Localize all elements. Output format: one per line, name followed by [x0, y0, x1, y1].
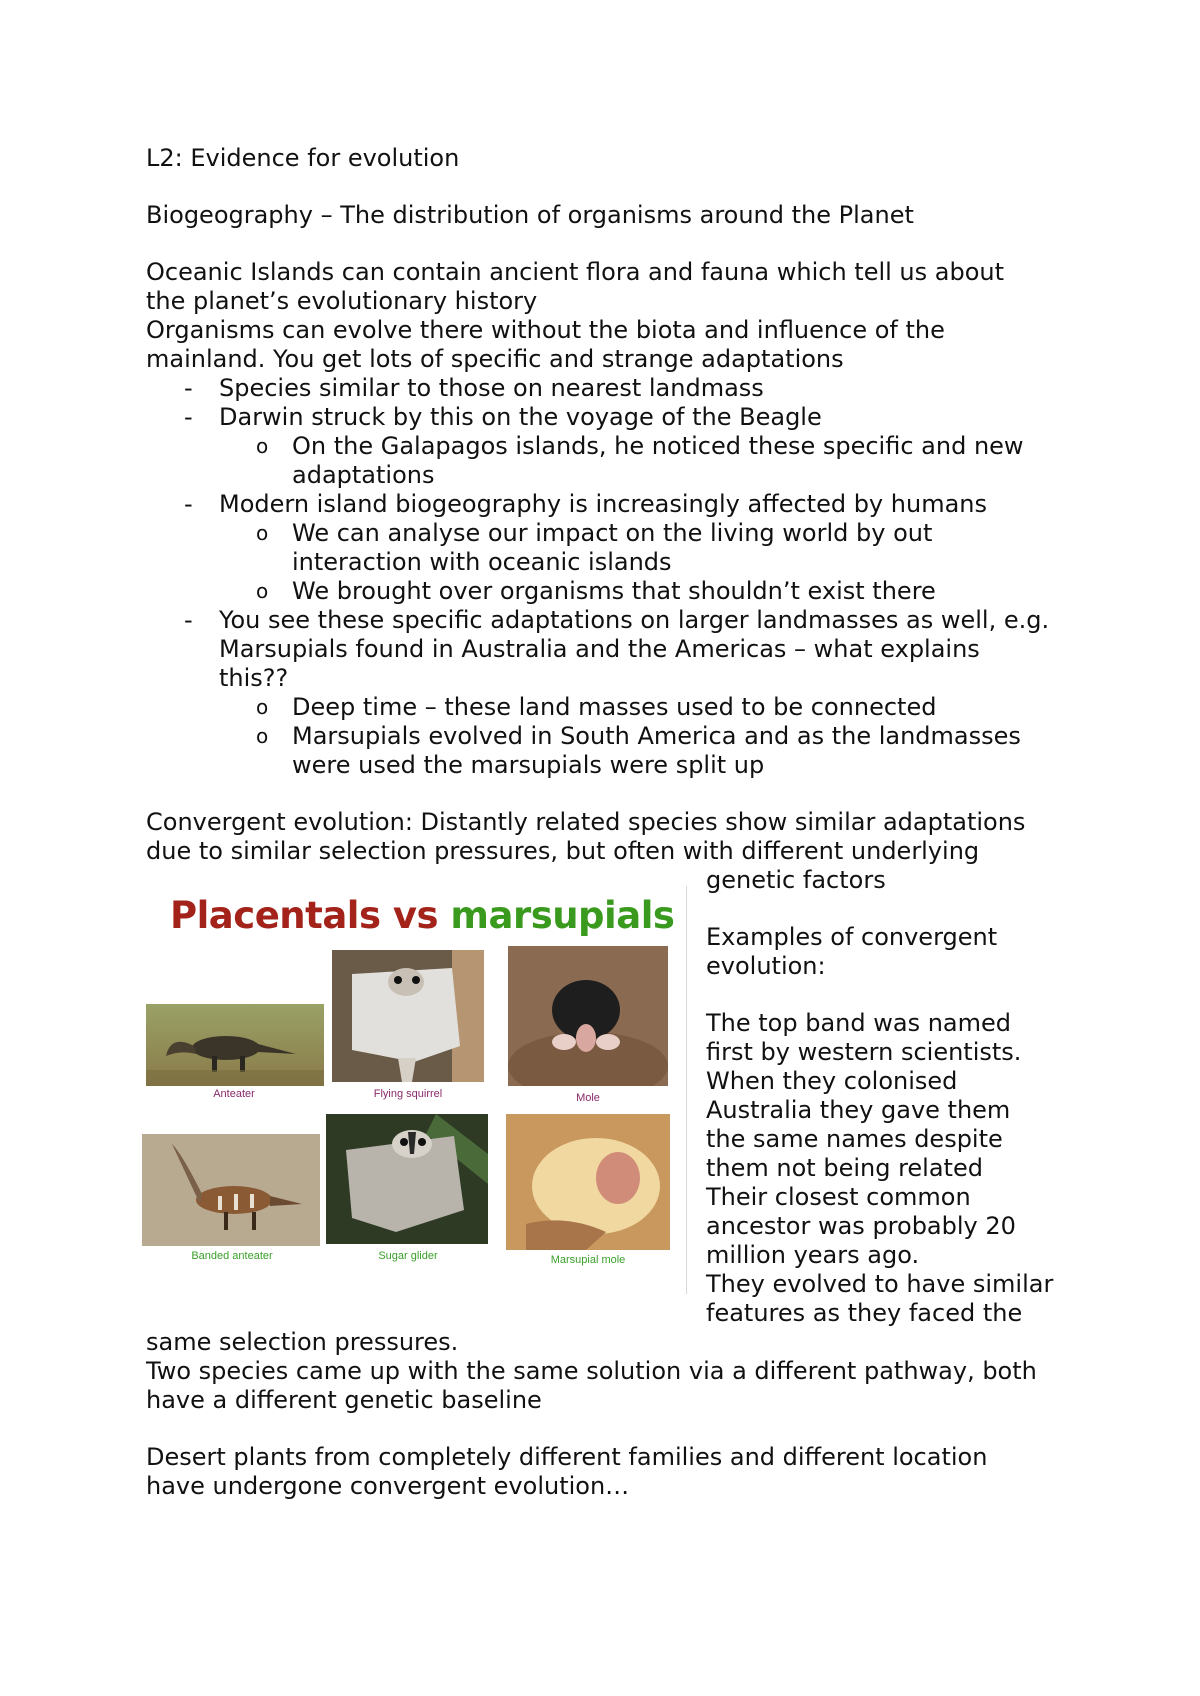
caption-sugar-glider: Sugar glider: [378, 1250, 438, 1262]
circle-marker: o: [256, 434, 269, 458]
flying-squirrel-photo: [332, 950, 484, 1082]
convergent-line: genetic factors: [706, 866, 886, 894]
circle-marker: o: [256, 724, 269, 748]
side-text-line: ancestor was probably 20: [706, 1212, 1016, 1240]
side-text-line: million years ago.: [706, 1241, 920, 1269]
side-text-line: When they colonised: [706, 1067, 958, 1095]
document-title: L2: Evidence for evolution: [146, 144, 460, 172]
mole-photo: [508, 946, 668, 1086]
after-figure-line: have a different genetic baseline: [146, 1386, 542, 1414]
caption-mole: Mole: [576, 1092, 600, 1104]
side-text-line: evolution:: [706, 952, 826, 980]
side-text-line: them not being related: [706, 1154, 983, 1182]
convergent-line: Convergent evolution: Distantly related species show similar adaptations: [146, 808, 1026, 836]
sub-bullet-text: We can analyse our impact on the living world by out: [292, 519, 933, 547]
after-figure-line: Desert plants from completely different families and different location: [146, 1443, 988, 1471]
convergent-line: due to similar selection pressures, but often with different underlying: [146, 837, 980, 865]
caption-banded-anteater: Banded anteater: [191, 1250, 273, 1262]
bullet-text: Modern island biogeography is increasingly affected by humans: [219, 490, 987, 518]
sugar-glider-photo: [326, 1114, 488, 1244]
after-figure-line: have undergone convergent evolution…: [146, 1472, 630, 1500]
side-text-line: Their closest common: [706, 1183, 971, 1211]
para1-line: Oceanic Islands can contain ancient flora and fauna which tell us about: [146, 258, 1005, 286]
anteater-photo: [146, 1004, 324, 1086]
bullet-text: Darwin struck by this on the voyage of the Beagle: [219, 403, 822, 431]
bullet-text: Marsupials found in Australia and the Americas – what explains: [219, 635, 980, 663]
para1-line: the planet’s evolutionary history: [146, 287, 538, 315]
sub-bullet-text: Deep time – these land masses used to be connected: [292, 693, 937, 721]
circle-marker: o: [256, 695, 269, 719]
banded-anteater-photo: [142, 1134, 320, 1246]
side-text-line: The top band was named: [706, 1009, 1012, 1037]
sub-bullet-text: Marsupials evolved in South America and as the landmasses: [292, 722, 1021, 750]
caption-flying-squirrel: Flying squirrel: [373, 1088, 443, 1100]
figure-title-marsupials: marsupials: [450, 894, 675, 937]
side-text-line: Australia they gave them: [706, 1096, 1011, 1124]
figure-divider: [686, 886, 687, 1294]
dash-marker: -: [184, 403, 193, 431]
sub-bullet-text: On the Galapagos islands, he noticed these specific and new: [292, 432, 1024, 460]
bullet-text: this??: [219, 664, 289, 692]
dash-marker: -: [184, 374, 193, 402]
caption-anteater: Anteater: [213, 1088, 255, 1100]
side-text-line: first by western scientists.: [706, 1038, 1022, 1066]
side-text-line: features as they faced the: [706, 1299, 1023, 1327]
placentals-vs-marsupials-figure: [140, 886, 680, 1280]
figure-title-placentals: Placentals vs: [170, 894, 439, 937]
side-text-line: the same names despite: [706, 1125, 1003, 1153]
marsupial-mole-photo: [506, 1114, 670, 1250]
dash-marker: -: [184, 490, 193, 518]
dash-marker: -: [184, 606, 193, 634]
sub-bullet-text: We brought over organisms that shouldn’t exist there: [292, 577, 936, 605]
after-figure-line: Two species came up with the same solution via a different pathway, both: [146, 1357, 1037, 1385]
para1-line: mainland. You get lots of specific and strange adaptations: [146, 345, 844, 373]
side-text-line: They evolved to have similar: [706, 1270, 1054, 1298]
figure-title: [170, 894, 674, 937]
sub-bullet-text: were used the marsupials were split up: [292, 751, 765, 779]
circle-marker: o: [256, 579, 269, 603]
caption-marsupial-mole: Marsupial mole: [550, 1254, 626, 1266]
after-figure-line: same selection pressures.: [146, 1328, 459, 1356]
circle-marker: o: [256, 521, 269, 545]
para1-line: Organisms can evolve there without the biota and influence of the: [146, 316, 945, 344]
bullet-text: You see these specific adaptations on larger landmasses as well, e.g.: [219, 606, 1050, 634]
bullet-text: Species similar to those on nearest landmass: [219, 374, 764, 402]
side-text-line: Examples of convergent: [706, 923, 998, 951]
sub-bullet-text: interaction with oceanic islands: [292, 548, 672, 576]
biogeography-heading: Biogeography – The distribution of organisms around the Planet: [146, 201, 914, 229]
sub-bullet-text: adaptations: [292, 461, 435, 489]
